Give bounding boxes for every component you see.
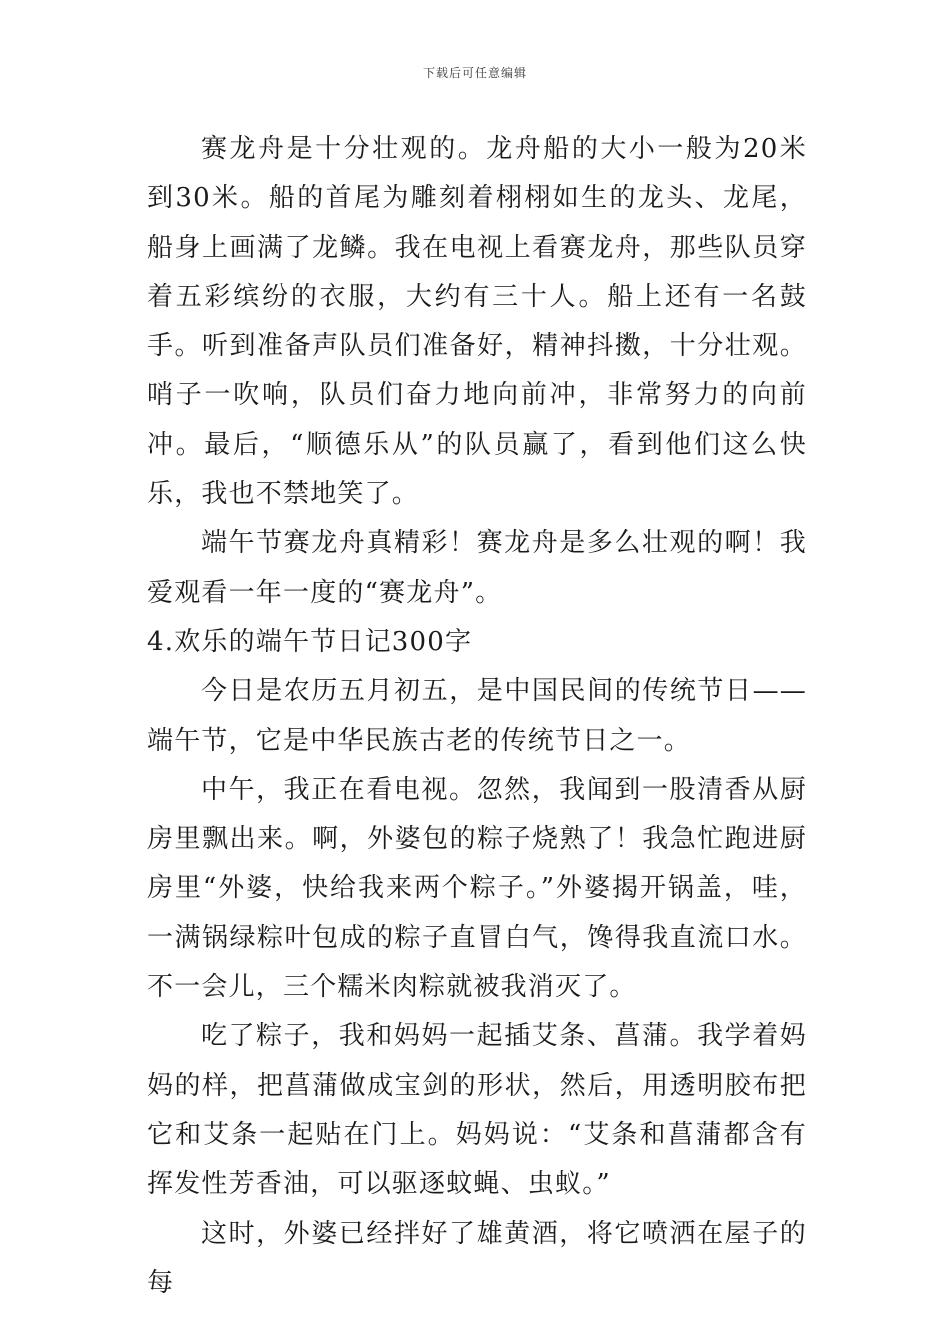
paragraph-realgar-wine: 这时，外婆已经拌好了雄黄酒，将它喷洒在屋子的每 xyxy=(147,1218,807,1298)
paragraph-mugwort-calamus: 吃了粽子，我和妈妈一起插艾条、菖蒲。我学着妈妈的样，把菖蒲做成宝剑的形状，然后，用透明胶布把它和艾条一起贴在门上。妈妈说：“艾条和菖蒲都含有挥发性芳香油，可以驱逐蚊蝇、虫蚁。” xyxy=(147,1021,807,1200)
paragraph-zongzi: 中午，我正在看电视。忽然，我闻到一股清香从厨房里飘出来。啊，外婆包的粽子烧熟了！我急忙跑进厨房里“外婆，快给我来两个粽子。”外婆揭开锅盖，哇，一满锅绿粽叶包成的粽子直冒白气，馋得我直流口水。不一会儿，三个糯米肉粽就被我消灭了。 xyxy=(147,774,807,1003)
paragraph-festival-intro: 今日是农历五月初五，是中国民间的传统节日——端午节，它是中华民族古老的传统节日之一。 xyxy=(147,676,807,756)
page-header: 下载后可任意编辑 xyxy=(422,66,527,80)
paragraph-dragon-boat-race: 赛龙舟是十分壮观的。龙舟船的大小一般为20米到30米。船的首尾为雕刻着栩栩如生的龙头、龙尾，船身上画满了龙鳞。我在电视上看赛龙舟，那些队员穿着五彩缤纷的衣服，大约有三十人。船上还有一名鼓手。听到准备声队员们准备好，精神抖擞，十分壮观。哨子一吹响，队员们奋力地向前冲，非常努力的向前冲。最后，“顺德乐从”的队员赢了，看到他们这么快乐，我也不禁地笑了。 xyxy=(147,134,807,510)
paragraph-dragon-boat-conclusion: 端午节赛龙舟真精彩！赛龙舟是多么壮观的啊！我爱观看一年一度的“赛龙舟”。 xyxy=(147,528,807,608)
document-body xyxy=(147,125,807,1308)
section-heading: 4.欢乐的端午节日记300字 xyxy=(147,626,473,657)
